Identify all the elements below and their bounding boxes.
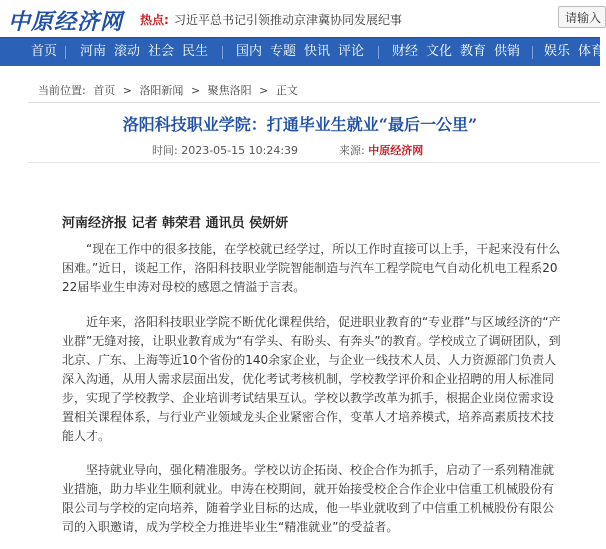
meta-divider: [28, 162, 600, 163]
article-title: 洛阳科技职业学院：打通毕业生就业“最后一公里”: [122, 115, 478, 134]
nav-divider: [532, 46, 533, 59]
top-bar: [0, 0, 600, 37]
site-logo[interactable]: 中原经济网: [8, 9, 124, 35]
nav-item-home[interactable]: 首页: [31, 44, 58, 59]
time-label: 时间:: [152, 144, 178, 157]
nav-item-henan[interactable]: 河南: [80, 44, 107, 59]
breadcrumb-current: 正文: [275, 84, 298, 97]
nav-item-education[interactable]: 教育: [460, 44, 487, 59]
breadcrumb-separator: >: [190, 84, 201, 97]
nav-item-finance[interactable]: 财经: [392, 44, 419, 59]
nav-item-entertainment[interactable]: 娱乐: [544, 44, 571, 59]
nav-item-special[interactable]: 专题: [270, 44, 297, 59]
source-label: 来源:: [339, 144, 365, 157]
nav-item-rolling[interactable]: 滚动: [114, 44, 141, 59]
hot-headline-link[interactable]: 习近平总书记引领推动京津冀协同发展纪事: [174, 13, 403, 27]
breadcrumb-separator: >: [259, 84, 269, 97]
breadcrumb-prefix: 当前位置:: [38, 84, 86, 97]
source-link[interactable]: 中原经济网: [368, 144, 424, 157]
nav-divider: [222, 46, 223, 59]
nav-item-sports[interactable]: 体育: [578, 44, 605, 59]
breadcrumb: [38, 82, 302, 98]
main-nav: [0, 37, 605, 66]
nav-item-comment[interactable]: 评论: [338, 44, 365, 59]
article-meta: [152, 142, 423, 158]
nav-item-society[interactable]: 社会: [148, 44, 175, 59]
breadcrumb-divider: [28, 102, 600, 103]
nav-item-livelihood[interactable]: 民生: [182, 44, 209, 59]
search-input[interactable]: 请输入: [558, 6, 606, 28]
breadcrumb-focus-luoyang[interactable]: 聚焦洛阳: [207, 84, 252, 97]
article-byline: 河南经济报 记者 韩荣君 通讯员 侯妍妍: [62, 216, 289, 231]
hot-label: 热点:: [140, 13, 169, 27]
nav-item-flash[interactable]: 快讯: [304, 44, 331, 59]
breadcrumb-home[interactable]: 首页: [93, 84, 116, 97]
nav-item-domestic[interactable]: 国内: [236, 44, 263, 59]
nav-divider: [378, 46, 379, 59]
publish-time: 2023-05-15 10:24:39: [181, 144, 299, 157]
breadcrumb-luoyang-news[interactable]: 洛阳新闻: [139, 84, 184, 97]
nav-divider: [65, 46, 66, 59]
article-paragraph: 近年来，洛阳科技职业学院不断优化课程供给，促进职业教育的“专业群”与区域经济的“产业群”无缝对接，让职业教育成为“有学头、有盼头、有奔头”的教育。学校成立了调研团队，到北京、广东、上海等近10个省份的140余家企业，与企业一线技术人员、人力资源部门负责人深入沟通，从用人需求层面出发，优化考试考核机制，学校教学评价和企业招聘的用人标准同步，实现了学校教学、企业培训考试结果互认。学校以教学改革为抓手，根据企业岗位需求设置相关课程体系，与行业产业领域龙头企业紧密合作，变革人才培养模式，培养高素质技术技能人才。: [62, 315, 561, 443]
nav-item-supply[interactable]: 供销: [494, 44, 521, 59]
article-paragraph: 坚持就业导向，强化精准服务。学校以访企拓岗、校企合作为抓手，启动了一系列精准就业措施，助力毕业生顺利就业。申涛在校期间，就开始接受校企合作企业中信重工机械股份有限公司与学校的定向培养，随着学业目标的达成，他一毕业就收到了中信重工机械股份有限公司的入职邀请，成为学校全力推进毕业生“精准就业”的受益者。: [62, 463, 555, 534]
article-paragraph: “现在工作中的很多技能，在学校就已经学过，所以工作时直接可以上手，干起来没有什么困难。”近日，谈起工作，洛阳科技职业学院智能制造与汽车工程学院电气自动化机电工程系2022届毕业生申涛对母校的感恩之情溢于言表。: [62, 242, 561, 294]
breadcrumb-separator: >: [122, 84, 132, 97]
nav-item-culture[interactable]: 文化: [426, 44, 453, 59]
